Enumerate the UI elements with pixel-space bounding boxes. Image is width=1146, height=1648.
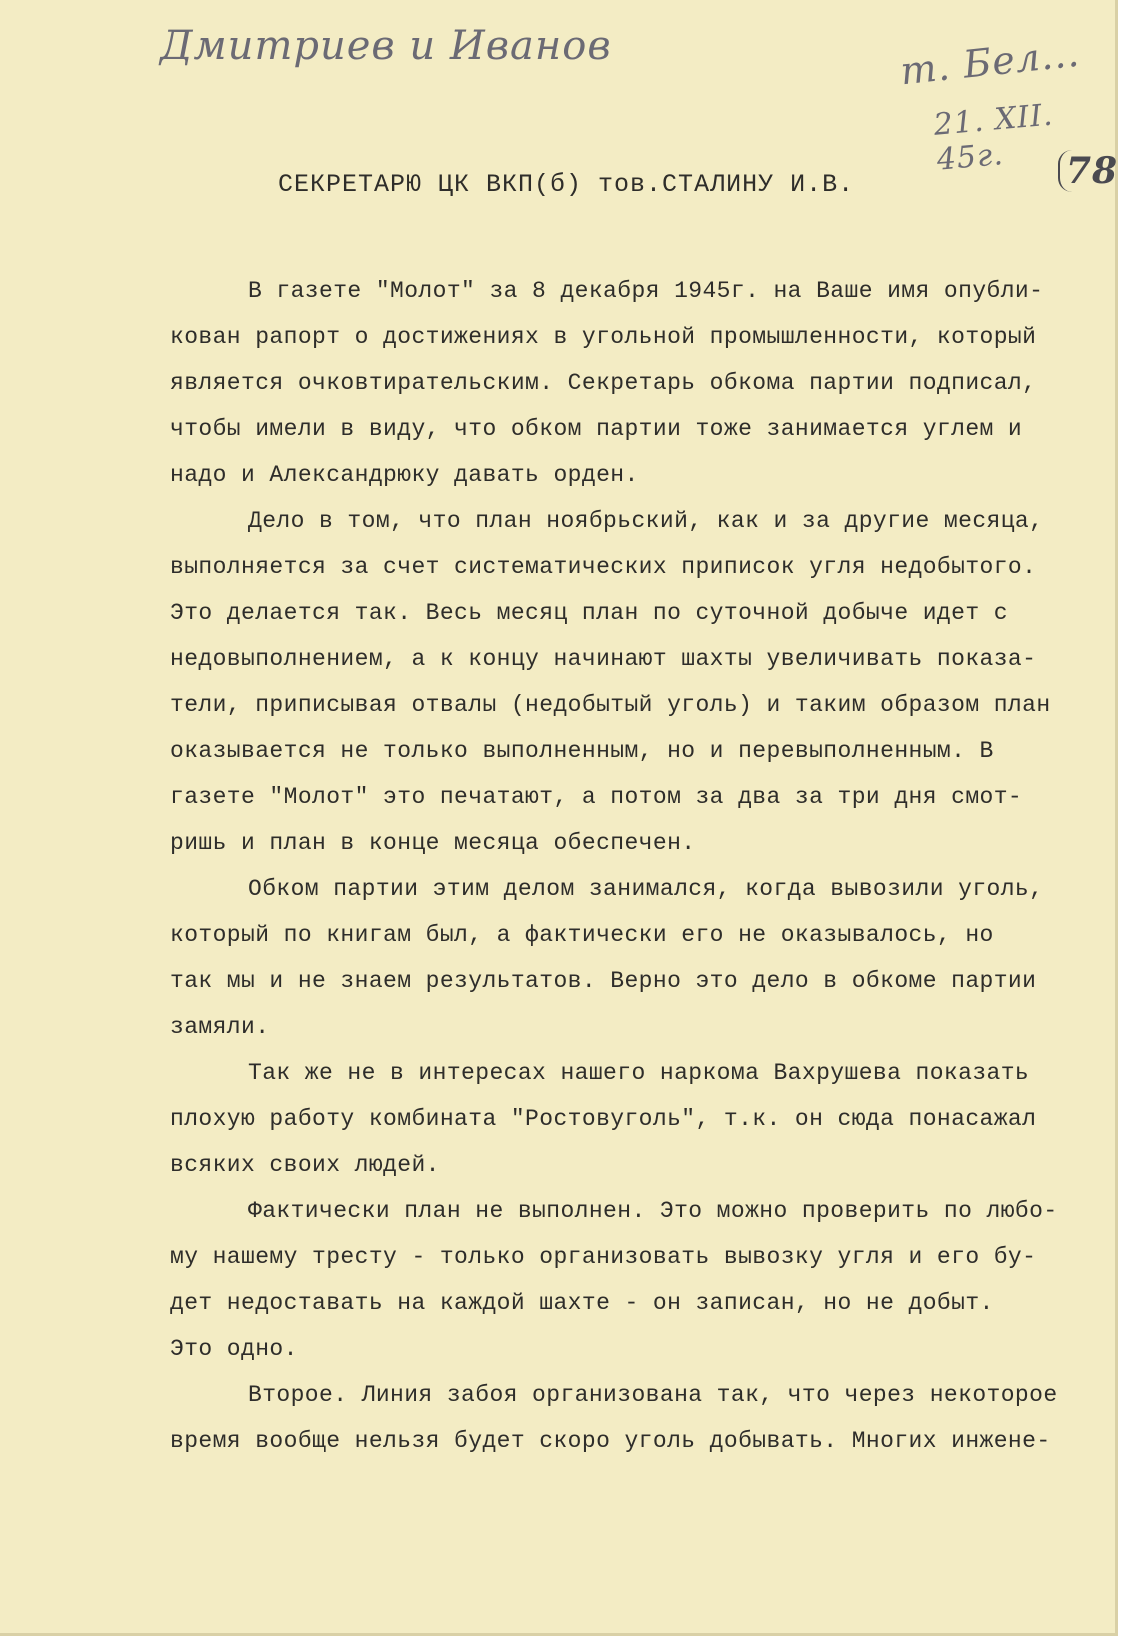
text-line: Фактически план не выполнен. Это можно проверить по любо- <box>248 1198 1058 1224</box>
text-line: всяких своих людей. <box>170 1152 440 1178</box>
text-line: время вообще нельзя будет скоро уголь добывать. Многих инжене- <box>170 1428 1051 1454</box>
handwritten-name-line: Иванов <box>449 23 612 69</box>
text-line: оказывается не только выполненным, но и перевыполненным. В <box>170 738 994 764</box>
text-line: газете "Молот" это печатают, а потом за два за три дня смот- <box>170 784 1023 810</box>
text-line: В газете "Молот" за 8 декабря 1945г. на Ваше имя опубли- <box>248 278 1044 304</box>
text-line: ришь и план в конце месяца обеспечен. <box>170 830 696 856</box>
handwritten-date: 21. XII. 45г. <box>932 97 1055 178</box>
text-line: кован рапорт о достижениях в угольной промышленности, который <box>170 324 1037 350</box>
text-line: тели, приписывая отвалы (недобытый уголь) и таким образом план <box>170 692 1051 718</box>
text-line: Дело в том, что план ноябрьский, как и за другие месяца, <box>248 508 1044 534</box>
text-line: который по книгам был, а фактически его не оказывалось, но <box>170 922 994 948</box>
letter-body <box>170 268 1115 1464</box>
handwritten-resolution: т. Бел... <box>898 30 1082 94</box>
text-line: чтобы имели в виду, что обком партии тоже занимается углем и <box>170 416 1023 442</box>
text-line: надо и Александрюку давать орден. <box>170 462 639 488</box>
text-line: плохую работу комбината "Ростовуголь", т.к. он сюда понасажал <box>170 1106 1037 1132</box>
text-line: является очковтирательским. Секретарь обкома партии подписал, <box>170 370 1037 396</box>
text-line: замяли. <box>170 1014 270 1040</box>
text-line: Второе. Линия забоя организована так, что через некоторое <box>248 1382 1058 1408</box>
page-number: 78 <box>1058 150 1124 192</box>
text-line: недовыполнением, а к концу начинают шахты увеличивать показа- <box>170 646 1037 672</box>
text-line: выполняется за счет систематических приписок угля недобытого. <box>170 554 1037 580</box>
text-line: Это делается так. Весь месяц план по суточной добыче идет с <box>170 600 1008 626</box>
text-line: Так же не в интересах нашего наркома Вахрушева показать <box>248 1060 1030 1086</box>
letter-addressee-title: СЕКРЕТАРЮ ЦК ВКП(б) тов.СТАЛИНУ И.В. <box>278 170 855 199</box>
handwritten-name-line: Дмитриев и <box>160 23 437 69</box>
text-line: му нашему тресту - только организовать вывозку угля и его бу- <box>170 1244 1037 1270</box>
text-line: Это одно. <box>170 1336 298 1362</box>
text-line: так мы и не знаем результатов. Верно это дело в обкоме партии <box>170 968 1037 994</box>
text-line: Обком партии этим делом занимался, когда вывозили уголь, <box>248 876 1044 902</box>
text-line: дет недоставать на каждой шахте - он записан, но не добыт. <box>170 1290 994 1316</box>
handwritten-names-annotation <box>160 20 612 72</box>
